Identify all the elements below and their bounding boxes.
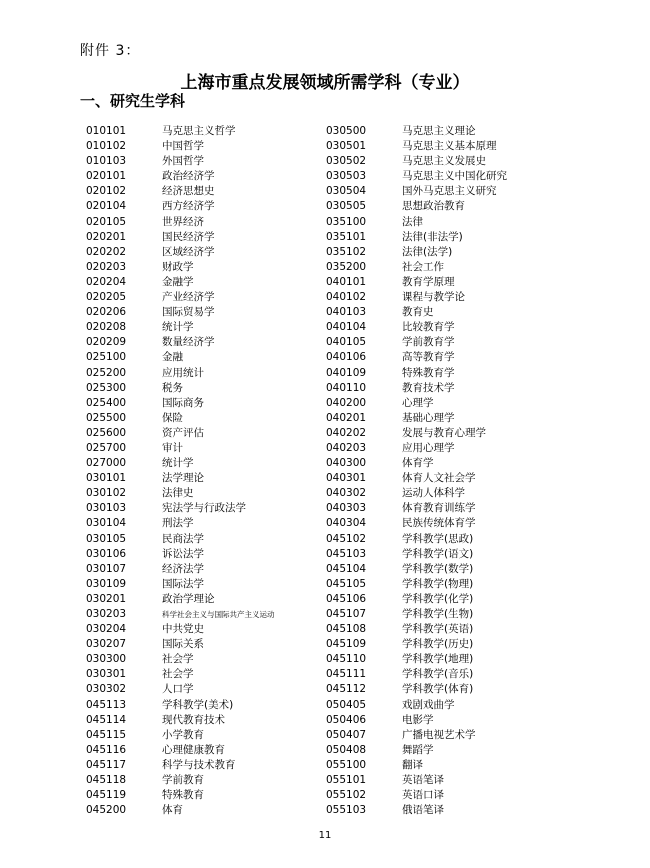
subject-name: 应用统计 <box>162 366 204 379</box>
subject-code: 045108 <box>326 623 367 636</box>
subject-name: 刑法学 <box>162 517 194 530</box>
subject-row <box>326 124 507 139</box>
subject-name: 现代教育技术 <box>162 713 225 726</box>
subject-code: 045106 <box>326 592 367 605</box>
subject-row <box>326 486 507 501</box>
subject-name: 学科教学(英语) <box>402 623 474 636</box>
subject-row <box>86 667 275 682</box>
subject-row <box>86 411 275 426</box>
subject-code: 025700 <box>86 441 127 454</box>
subject-code: 040302 <box>326 487 367 500</box>
subject-row <box>86 803 275 818</box>
left-subject-column <box>86 124 275 818</box>
subject-row <box>86 260 275 275</box>
subject-code: 025600 <box>86 426 127 439</box>
subject-row <box>326 501 507 516</box>
subject-row <box>326 381 507 396</box>
subject-name: 学科教学(物理) <box>402 577 474 590</box>
subject-code: 025200 <box>86 366 127 379</box>
subject-name: 科学与技术教育 <box>162 758 236 771</box>
subject-code: 010103 <box>86 155 127 168</box>
subject-code: 040304 <box>326 517 367 530</box>
subject-row <box>326 260 507 275</box>
subject-name: 英语笔译 <box>402 774 444 787</box>
subject-row <box>326 320 507 335</box>
subject-name: 翻译 <box>402 758 423 771</box>
subject-code: 040101 <box>326 275 367 288</box>
subject-code: 020205 <box>86 291 127 304</box>
subject-code: 030104 <box>86 517 127 530</box>
subject-code: 055100 <box>326 758 367 771</box>
subject-code: 040202 <box>326 426 367 439</box>
subject-code: 030501 <box>326 140 367 153</box>
subject-code: 045107 <box>326 608 367 620</box>
subject-row <box>86 350 275 365</box>
subject-name: 国民经济学 <box>162 230 215 243</box>
subject-row <box>326 592 507 607</box>
subject-code: 030102 <box>86 487 127 500</box>
subject-code: 045117 <box>86 758 127 771</box>
subject-code: 040200 <box>326 396 367 409</box>
subject-row <box>326 199 507 214</box>
subject-row <box>326 562 507 577</box>
subject-row <box>326 184 507 199</box>
subject-name: 国外马克思主义研究 <box>402 185 497 198</box>
subject-code: 010101 <box>86 125 127 137</box>
subject-name: 数量经济学 <box>162 336 215 349</box>
subject-name: 经济思想史 <box>162 185 215 198</box>
subject-name: 学科教学(数学) <box>402 562 474 575</box>
subject-name: 基础心理学 <box>402 411 455 424</box>
subject-name: 心理学 <box>402 396 434 409</box>
subject-row <box>86 456 275 471</box>
subject-code: 020202 <box>86 245 127 258</box>
subject-code: 045200 <box>86 804 127 817</box>
subject-code: 020208 <box>86 321 127 334</box>
subject-row <box>86 713 275 728</box>
subject-name: 运动人体科学 <box>402 487 465 500</box>
subject-name: 中国哲学 <box>162 140 204 153</box>
subject-code: 040300 <box>326 457 367 470</box>
subject-row <box>326 758 507 773</box>
subject-row <box>86 441 275 456</box>
subject-row <box>86 547 275 562</box>
subject-row <box>86 592 275 607</box>
subject-name: 资产评估 <box>162 426 204 439</box>
subject-name: 体育 <box>162 804 183 817</box>
subject-name: 广播电视艺术学 <box>402 728 476 741</box>
subject-name: 学科教学(美术) <box>162 698 234 711</box>
subject-row <box>86 154 275 169</box>
subject-code: 045111 <box>326 668 367 681</box>
subject-code: 030204 <box>86 623 127 636</box>
subject-name: 马克思主义中国化研究 <box>402 170 507 183</box>
subject-row <box>326 788 507 803</box>
subject-code: 050407 <box>326 728 367 741</box>
subject-code: 055103 <box>326 804 367 817</box>
subject-row <box>86 773 275 788</box>
subject-name: 民商法学 <box>162 532 204 545</box>
subject-code: 045119 <box>86 789 127 802</box>
subject-name: 马克思主义哲学 <box>162 125 236 137</box>
subject-row <box>326 607 507 622</box>
subject-code: 045105 <box>326 577 367 590</box>
subject-code: 030503 <box>326 170 367 183</box>
subject-name: 心理健康教育 <box>162 743 225 756</box>
subject-name: 小学教育 <box>162 728 204 741</box>
subject-code: 045115 <box>86 728 127 741</box>
subject-row <box>326 350 507 365</box>
subject-code: 030203 <box>86 608 127 620</box>
subject-row <box>326 366 507 381</box>
subject-name: 戏剧戏曲学 <box>402 698 455 711</box>
subject-row <box>326 682 507 697</box>
subject-row <box>86 607 275 622</box>
subject-row <box>86 501 275 516</box>
subject-name: 国际商务 <box>162 396 204 409</box>
subject-code: 020105 <box>86 215 127 228</box>
subject-code: 010102 <box>86 140 127 153</box>
subject-row <box>326 396 507 411</box>
subject-row <box>86 728 275 743</box>
subject-row <box>326 743 507 758</box>
subject-row <box>86 743 275 758</box>
subject-row <box>326 652 507 667</box>
subject-code: 040102 <box>326 291 367 304</box>
subject-name: 教育学原理 <box>402 275 455 288</box>
subject-row <box>86 622 275 637</box>
subject-name: 经济法学 <box>162 562 204 575</box>
subject-row <box>86 652 275 667</box>
subject-name: 产业经济学 <box>162 291 215 304</box>
subject-code: 045104 <box>326 562 367 575</box>
subject-row <box>326 335 507 350</box>
subject-name: 诉讼法学 <box>162 547 204 560</box>
subject-name: 教育技术学 <box>402 381 455 394</box>
subject-code: 050405 <box>326 698 367 711</box>
subject-name: 发展与教育心理学 <box>402 426 486 439</box>
subject-code: 030103 <box>86 502 127 515</box>
subject-row <box>326 275 507 290</box>
subject-name: 法律(非法学) <box>402 230 463 243</box>
subject-row <box>326 803 507 818</box>
subject-name: 政治经济学 <box>162 170 215 183</box>
subject-name: 学前教育学 <box>402 336 455 349</box>
subject-code: 030101 <box>86 472 127 485</box>
subject-row <box>86 230 275 245</box>
subject-row <box>86 320 275 335</box>
subject-code: 040103 <box>326 306 367 319</box>
subject-code: 050406 <box>326 713 367 726</box>
subject-name: 法律(法学) <box>402 245 453 258</box>
subject-name: 体育人文社会学 <box>402 472 476 485</box>
subject-row <box>326 305 507 320</box>
subject-row <box>326 622 507 637</box>
subject-name: 国际关系 <box>162 638 204 651</box>
subject-row <box>326 713 507 728</box>
subject-name: 体育学 <box>402 457 434 470</box>
subject-name: 社会学 <box>162 668 194 681</box>
subject-code: 045110 <box>326 653 367 666</box>
subject-code: 055101 <box>326 774 367 787</box>
subject-code: 035100 <box>326 215 367 228</box>
subject-code: 030302 <box>86 683 127 696</box>
subject-name: 中共党史 <box>162 623 204 636</box>
subject-name: 电影学 <box>402 713 434 726</box>
subject-name: 比较教育学 <box>402 321 455 334</box>
subject-name: 法律史 <box>162 487 194 500</box>
subject-code: 035102 <box>326 245 367 258</box>
subject-code: 045114 <box>86 713 127 726</box>
subject-name: 外国哲学 <box>162 155 204 168</box>
subject-row <box>326 471 507 486</box>
subject-name: 区域经济学 <box>162 245 215 258</box>
subject-code: 045112 <box>326 683 367 696</box>
subject-name: 统计学 <box>162 321 194 334</box>
subject-name: 民族传统体育学 <box>402 517 476 530</box>
subject-code: 040109 <box>326 366 367 379</box>
subject-code: 030502 <box>326 155 367 168</box>
annex-label: 附件 3： <box>80 43 141 59</box>
subject-name: 保险 <box>162 411 183 424</box>
subject-name: 学科教学(体育) <box>402 683 474 696</box>
subject-row <box>326 728 507 743</box>
subject-name: 学科教学(语文) <box>402 547 474 560</box>
subject-code: 025300 <box>86 381 127 394</box>
subject-row <box>326 516 507 531</box>
subject-code: 020209 <box>86 336 127 349</box>
subject-name: 特殊教育学 <box>402 366 455 379</box>
subject-row <box>326 154 507 169</box>
subject-name: 税务 <box>162 381 183 394</box>
subject-name: 人口学 <box>162 683 194 696</box>
subject-row <box>326 698 507 713</box>
subject-row <box>326 773 507 788</box>
subject-row <box>326 547 507 562</box>
subject-name: 学前教育 <box>162 774 204 787</box>
subject-row <box>86 169 275 184</box>
subject-row <box>86 758 275 773</box>
subject-name: 社会学 <box>162 653 194 666</box>
subject-row <box>86 562 275 577</box>
subject-name: 马克思主义发展史 <box>402 155 486 168</box>
subject-name: 金融 <box>162 351 183 364</box>
subject-code: 045103 <box>326 547 367 560</box>
subject-name: 高等教育学 <box>402 351 455 364</box>
subject-row <box>86 486 275 501</box>
subject-name: 科学社会主义与国际共产主义运动 <box>162 610 275 619</box>
subject-name: 学科教学(化学) <box>402 592 474 605</box>
subject-name: 俄语笔译 <box>402 804 444 817</box>
subject-code: 040106 <box>326 351 367 364</box>
page-number: 11 <box>318 830 332 841</box>
subject-name: 财政学 <box>162 260 194 273</box>
subject-name: 金融学 <box>162 275 194 288</box>
subject-name: 国际法学 <box>162 577 204 590</box>
subject-row <box>86 124 275 139</box>
subject-code: 045116 <box>86 743 127 756</box>
subject-code: 050408 <box>326 743 367 756</box>
subject-code: 040110 <box>326 381 367 394</box>
subject-row <box>86 577 275 592</box>
subject-code: 030301 <box>86 668 127 681</box>
subject-code: 040303 <box>326 502 367 515</box>
subject-code: 030500 <box>326 125 367 137</box>
subject-name: 学科教学(音乐) <box>402 668 474 681</box>
subject-row <box>86 426 275 441</box>
subject-name: 国际贸易学 <box>162 306 215 319</box>
subject-code: 030109 <box>86 577 127 590</box>
subject-row <box>86 788 275 803</box>
subject-name: 学科教学(思政) <box>402 532 474 545</box>
subject-code: 020101 <box>86 170 127 183</box>
subject-name: 学科教学(历史) <box>402 638 474 651</box>
subject-name: 马克思主义理论 <box>402 125 476 137</box>
subject-code: 030300 <box>86 653 127 666</box>
subject-code: 030106 <box>86 547 127 560</box>
subject-code: 020102 <box>86 185 127 198</box>
subject-row <box>86 305 275 320</box>
subject-name: 政治学理论 <box>162 592 215 605</box>
subject-name: 课程与教学论 <box>402 291 465 304</box>
subject-row <box>326 169 507 184</box>
subject-code: 020203 <box>86 260 127 273</box>
subject-row <box>326 411 507 426</box>
subject-row <box>326 139 507 154</box>
subject-code: 020206 <box>86 306 127 319</box>
subject-name: 思想政治教育 <box>402 200 465 213</box>
subject-code: 025400 <box>86 396 127 409</box>
subject-name: 学科教学(生物) <box>402 608 474 620</box>
subject-row <box>86 381 275 396</box>
subject-row <box>86 184 275 199</box>
subject-row <box>326 245 507 260</box>
subject-code: 035101 <box>326 230 367 243</box>
subject-code: 027000 <box>86 457 127 470</box>
subject-code: 040104 <box>326 321 367 334</box>
subject-code: 040203 <box>326 441 367 454</box>
subject-code: 030107 <box>86 562 127 575</box>
subject-row <box>86 335 275 350</box>
subject-row <box>326 426 507 441</box>
subject-row <box>86 215 275 230</box>
subject-row <box>86 682 275 697</box>
subject-code: 030207 <box>86 638 127 651</box>
subject-code: 045113 <box>86 698 127 711</box>
subject-row <box>86 532 275 547</box>
section-heading: 一、研究生学科 <box>80 92 186 110</box>
subject-row <box>86 396 275 411</box>
subject-name: 英语口译 <box>402 789 444 802</box>
subject-row <box>326 290 507 305</box>
subject-name: 世界经济 <box>162 215 204 228</box>
subject-row <box>86 698 275 713</box>
subject-code: 030201 <box>86 592 127 605</box>
subject-code: 045109 <box>326 638 367 651</box>
right-subject-column <box>326 124 507 818</box>
subject-row <box>86 139 275 154</box>
subject-name: 法学理论 <box>162 472 204 485</box>
subject-row <box>86 366 275 381</box>
subject-row <box>86 245 275 260</box>
subject-name: 应用心理学 <box>402 441 455 454</box>
subject-row <box>86 275 275 290</box>
subject-code: 040105 <box>326 336 367 349</box>
subject-code: 020204 <box>86 275 127 288</box>
subject-row <box>326 441 507 456</box>
subject-code: 030505 <box>326 200 367 213</box>
subject-row <box>86 290 275 305</box>
subject-name: 舞蹈学 <box>402 743 434 756</box>
subject-name: 教育史 <box>402 306 434 319</box>
subject-row <box>86 637 275 652</box>
subject-name: 统计学 <box>162 457 194 470</box>
subject-code: 035200 <box>326 260 367 273</box>
subject-row <box>326 637 507 652</box>
subject-row <box>326 577 507 592</box>
subject-code: 055102 <box>326 789 367 802</box>
subject-code: 045102 <box>326 532 367 545</box>
subject-code: 030504 <box>326 185 367 198</box>
subject-row <box>326 215 507 230</box>
subject-code: 040301 <box>326 472 367 485</box>
subject-name: 审计 <box>162 441 183 454</box>
subject-code: 040201 <box>326 411 367 424</box>
subject-code: 030105 <box>86 532 127 545</box>
subject-name: 特殊教育 <box>162 789 204 802</box>
subject-name: 体育教育训练学 <box>402 502 476 515</box>
document-title: 上海市重点发展领域所需学科（专业） <box>180 73 470 93</box>
subject-code: 045118 <box>86 774 127 787</box>
subject-name: 学科教学(地理) <box>402 653 474 666</box>
subject-name: 西方经济学 <box>162 200 215 213</box>
subject-name: 马克思主义基本原理 <box>402 140 497 153</box>
subject-row <box>86 199 275 214</box>
subject-row <box>326 456 507 471</box>
subject-name: 宪法学与行政法学 <box>162 502 246 515</box>
subject-code: 025500 <box>86 411 127 424</box>
subject-name: 社会工作 <box>402 260 444 273</box>
subject-row <box>326 532 507 547</box>
subject-row <box>86 471 275 486</box>
subject-row <box>326 667 507 682</box>
subject-code: 025100 <box>86 351 127 364</box>
subject-code: 020201 <box>86 230 127 243</box>
subject-code: 020104 <box>86 200 127 213</box>
subject-name: 法律 <box>402 215 423 228</box>
subject-row <box>86 516 275 531</box>
subject-row <box>326 230 507 245</box>
